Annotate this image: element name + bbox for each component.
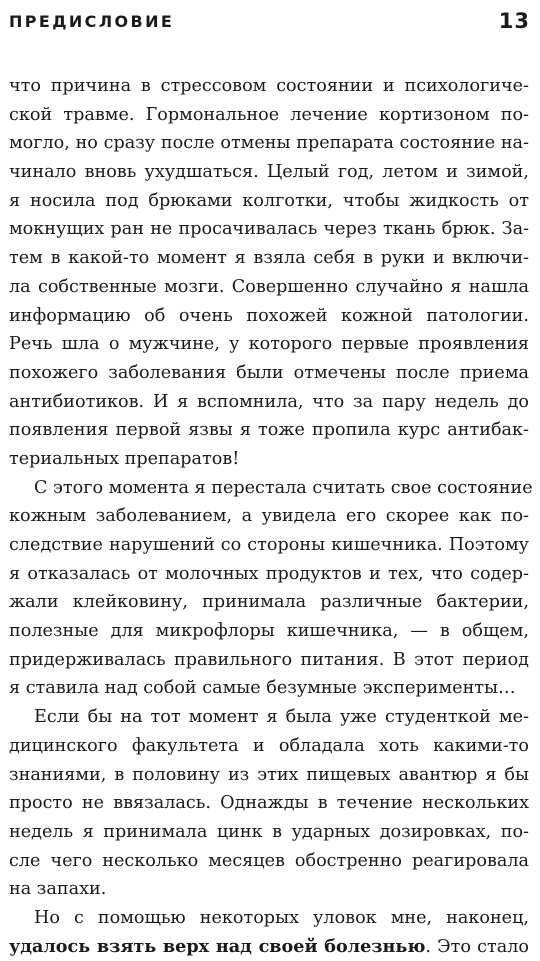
text-line: я носила под брюками колготки, чтобы жидкость от [9, 190, 529, 211]
text-line-emphasis [9, 933, 529, 961]
paragraph-first-line: Если бы на тот момент я была уже студенткой ме- [34, 707, 529, 728]
text-line: мокнущих ран не просачивалась через ткань брюк. За- [9, 219, 529, 240]
text-line: ской травме. Гормональное лечение кортизоном по- [9, 104, 529, 125]
text-line: антибиотиков. И я вспомнила, что за пару недель до [9, 391, 529, 412]
text-line: я ставила над собой самые безумные эксперименты… [9, 678, 516, 699]
text-line-tail: . Это стало [425, 936, 529, 957]
paragraph-first-line: С этого момента я перестала считать свое состояние [34, 477, 533, 498]
text-line: Речь шла о мужчине, у которого первые проявления [9, 334, 529, 355]
text-line: дицинского факультета и обладала хоть какими-то [9, 735, 529, 756]
section-title: ПРЕДИСЛОВИЕ [9, 11, 175, 31]
paragraph-first-line: Но с помощью некоторых уловок мне, наконец, [34, 907, 529, 928]
page-number: 13 [498, 9, 530, 33]
text-line: я отказалась от молочных продуктов и тех, что содер- [9, 563, 529, 584]
text-line: недель я принимала цинк в ударных дозировках, по- [9, 821, 529, 842]
text-line: тем в какой-то момент я взяла себя в руки и включи- [9, 248, 529, 269]
text-line: появления первой язвы я тоже пропила курс антибак- [9, 420, 529, 441]
text-line: на запахи. [9, 879, 107, 900]
text-line: ла собственные мозги. Совершенно случайно я нашла [9, 276, 529, 297]
text-line: просто не ввязалась. Однажды в течение нескольких [9, 793, 529, 814]
text-line: сле чего несколько месяцев обостренно реагировала [9, 850, 529, 871]
body-text [9, 72, 533, 961]
text-line: следствие нарушений со стороны кишечника. Поэтому [9, 535, 529, 555]
text-line: похожего заболевания были отмечены после приема [9, 362, 529, 383]
text-line: жали клейковину, принимала различные бактерии, [9, 592, 529, 613]
text-line: могло, но сразу после отмены препарата состояние на- [9, 133, 529, 154]
bold-phrase: удалось взять верх над своей болезнью [9, 935, 426, 957]
text-line: чинало вновь ухудшаться. Целый год, летом и зимой, [9, 162, 529, 183]
text-line: информацию об очень похожей кожной патологии. [9, 305, 529, 326]
text-line: кожным заболеванием, а увидела его скорее как по- [9, 506, 529, 527]
text-line: полезные для микрофлоры кишечника, — в общем, [9, 621, 529, 642]
text-line: знаниями, в половину из этих пищевых авантюр я бы [9, 764, 529, 785]
text-line: что причина в стрессовом состоянии и психологиче- [9, 76, 529, 96]
text-line: придерживалась правильного питания. В этот период [9, 649, 529, 670]
running-header [9, 8, 530, 34]
text-line: териальных препаратов! [9, 448, 240, 469]
